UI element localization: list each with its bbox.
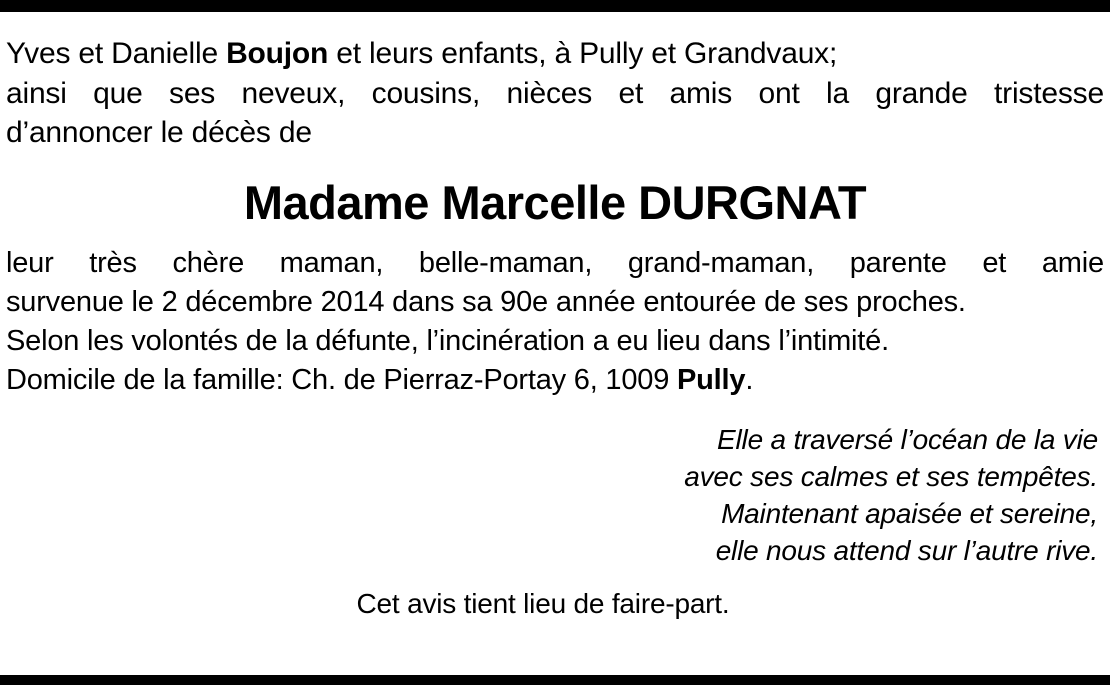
city-pully: Pully xyxy=(677,364,746,397)
verse-line: Elle a traversé l’océan de la vie xyxy=(717,424,1098,456)
intro-paragraph xyxy=(6,34,1104,153)
intro-word: ses xyxy=(169,76,216,110)
deceased-name: Madame Marcelle DURGNAT xyxy=(243,175,867,229)
details-word: grand-maman, xyxy=(627,246,815,279)
address-text: Domicile de la famille: Ch. de Pierraz-Portay 6, 1009 xyxy=(6,364,677,397)
details-word: chère xyxy=(172,246,244,279)
intro-word: amis xyxy=(669,76,733,110)
intro-word: que xyxy=(93,76,143,110)
verse-line: elle nous attend sur l’autre rive. xyxy=(715,535,1098,567)
details-line-1 xyxy=(6,244,1104,283)
intro-word: ainsi xyxy=(6,76,67,110)
verse-line: Maintenant apaisée et sereine, xyxy=(721,498,1098,530)
family-name-boujon: Boujon xyxy=(226,37,329,70)
intro-word: ont xyxy=(758,76,800,110)
bottom-rule-divider xyxy=(0,675,1110,685)
intro-line-2 xyxy=(6,74,1104,114)
verse-line: avec ses calmes et ses tempêtes. xyxy=(684,461,1098,493)
details-line-2: survenue le 2 décembre 2014 dans sa 90e année entourée de ses proches. xyxy=(6,285,966,318)
intro-line-1-post: et leurs enfants, à Pully et Grandvaux; xyxy=(328,37,838,70)
details-word: parente xyxy=(849,246,947,279)
closing-statement: Cet avis tient lieu de faire-part. xyxy=(356,588,730,620)
intro-word: neveux, xyxy=(241,76,346,110)
details-line-3: Selon les volontés de la défunte, l’incinération a eu lieu dans l’intimité. xyxy=(6,325,889,358)
intro-word: cousins, xyxy=(371,76,481,110)
notice-body xyxy=(0,12,1110,620)
intro-word: tristesse xyxy=(994,76,1104,110)
details-word: belle-maman, xyxy=(418,246,593,279)
details-word: très xyxy=(89,246,137,279)
details-word: leur xyxy=(6,246,54,279)
intro-line-1-pre: Yves et Danielle xyxy=(6,37,227,70)
details-line-4 xyxy=(6,361,1104,400)
intro-word: la xyxy=(826,76,849,110)
details-word: et xyxy=(982,246,1007,279)
memorial-verse xyxy=(6,422,1104,570)
intro-word: nièces xyxy=(506,76,593,110)
address-period: . xyxy=(745,364,754,397)
intro-word: grande xyxy=(875,76,968,110)
details-word: maman, xyxy=(279,246,384,279)
intro-line-3: d’annoncer le décès de xyxy=(6,116,312,150)
intro-word: et xyxy=(618,76,644,110)
intro-line-1 xyxy=(6,34,1104,74)
details-word: amie xyxy=(1041,246,1104,279)
details-paragraph xyxy=(6,244,1104,401)
top-rule-divider xyxy=(0,0,1110,12)
